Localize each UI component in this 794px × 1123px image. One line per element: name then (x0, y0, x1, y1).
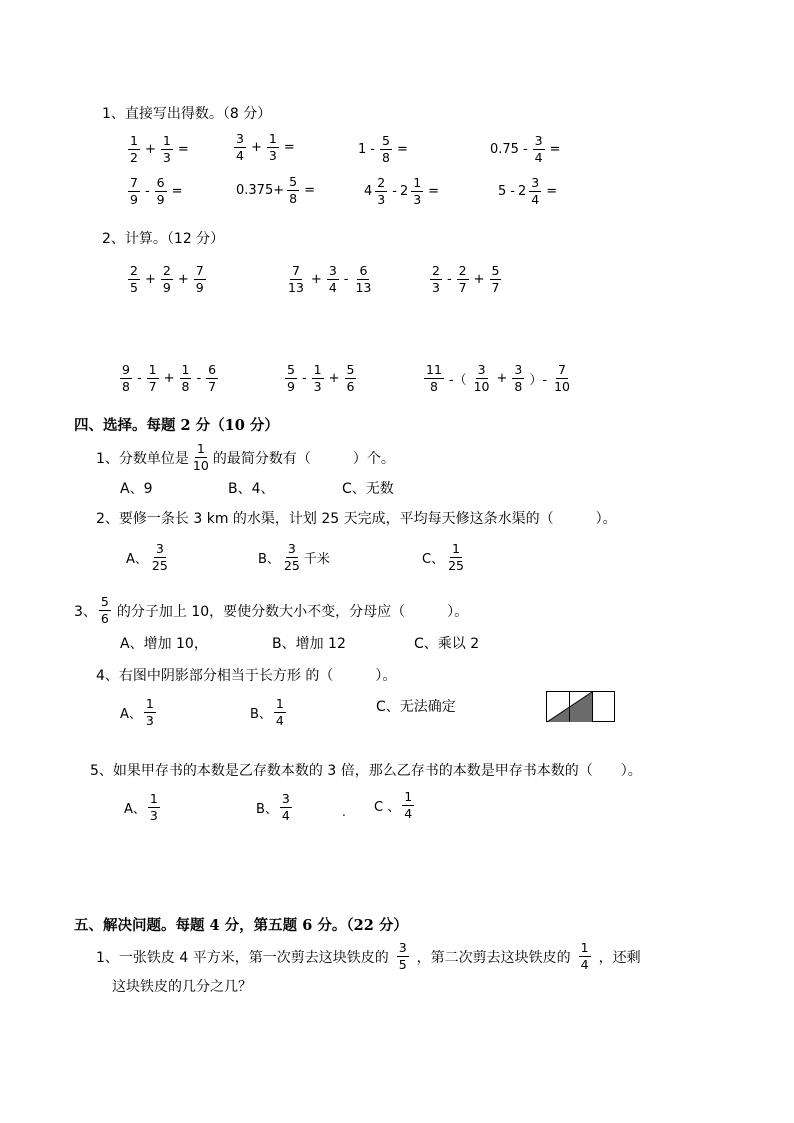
q2-title: 2、计算。（12 分） (102, 231, 225, 247)
q2-expr-6: $\frac{11}{8}$ -（ $\frac{3}{10}$ + $\frac{3}{8}$ ）- $\frac{7}{10}$ (426, 362, 570, 394)
q1-row2-expr-b: 0.375+ $\frac{5}{8}$ = (236, 174, 315, 206)
s4-q5-stem: 5、如果甲存书的本数是乙存数本数的 3 倍，那么乙存书的本数是甲存书本数的（ ）。 (90, 763, 642, 779)
q1-row1-expr-c: 1 - $\frac{5}{8}$ = (358, 133, 408, 165)
q1-row2-expr-d: 5 - 2 $\frac{3}{4}$ = (498, 175, 558, 207)
q2-expr-1: $\frac{2}{5}$ + $\frac{2}{9}$ + $\frac{7}{9}$ (130, 263, 204, 295)
q2-expr-3: $\frac{2}{3}$ - $\frac{2}{7}$ + $\frac{5}{7}$ (432, 263, 500, 295)
s4-q5-option-b: B、 $\frac{3}{4}$ (256, 791, 290, 823)
s5-q1-line1: 1、一张铁皮 4 平方米，第一次剪去这块铁皮的 $\frac{3}{5}$ ，第二次剪去这块铁皮的 $\frac{1}{4}$ ，还剩 (96, 940, 641, 972)
s4-q3-option-a: A、增加 10， (120, 636, 208, 652)
s4-q1-option-b: B、4、 (228, 481, 275, 497)
s4-q2-stem: 2、要修一条长 3 km 的水渠，计划 25 天完成，平均每天修这条水渠的（ ）。 (96, 511, 617, 527)
s4-q2-option-a: A、 $\frac{3}{25}$ (126, 541, 168, 573)
section-5-heading: 五、解决问题。每题 4 分，第五题 6 分。（22 分） (74, 917, 408, 934)
s4-q4-option-c: C、无法确定 (376, 699, 456, 715)
q2-expr-4: $\frac{9}{8}$ - $\frac{1}{7}$ + $\frac{1}{8}$ - $\frac{6}{7}$ (122, 362, 217, 394)
s4-q3-stem: 3、 $\frac{5}{6}$ 的分子加上 10，要使分数大小不变，分母应（ ）。 (74, 594, 469, 626)
s5-q1-line2: 这块铁皮的几分之几？ (112, 979, 252, 995)
shaded-rectangle-figure (546, 691, 616, 723)
s4-q3-option-b: B、增加 12 (272, 636, 346, 652)
q2-expr-2: $\frac{7}{13}$ + $\frac{3}{4}$ - $\frac{6}{13}$ (288, 263, 372, 295)
s4-q1-stem: 1、分数单位是 $\frac{1}{10}$ 的最简分数有（ ）个。 (96, 441, 395, 473)
s4-q4-stem: 4、右图中阴影部分相当于长方形 的（ ）。 (96, 668, 397, 684)
s4-q4-option-a: A、 $\frac{1}{3}$ (120, 696, 154, 728)
q1-row1-expr-d: 0.75 - $\frac{3}{4}$ = (490, 133, 561, 165)
section-4-heading: 四、选择。每题 2 分（10 分） (74, 417, 279, 434)
q2-expr-5: $\frac{5}{9}$ - $\frac{1}{3}$ + $\frac{5}{6}$ (287, 362, 355, 394)
q1-row1-expr-a: $\frac{1}{2}$ + $\frac{1}{3}$ = (130, 133, 189, 165)
s4-q4-option-b: B、 $\frac{1}{4}$ (250, 696, 284, 728)
q1-row2-expr-a: $\frac{7}{9}$ - $\frac{6}{9}$ = (130, 175, 183, 207)
q1-title: 1、直接写出得数。（8 分） (102, 106, 272, 122)
s4-q1-option-a: A、9 (120, 481, 153, 497)
q1-row1-expr-b: $\frac{3}{4}$ + $\frac{1}{3}$ = (236, 131, 295, 163)
s4-q2-option-c: C、 $\frac{1}{25}$ (422, 541, 464, 573)
s4-q3-option-c: C、乘以 2 (414, 636, 480, 652)
q1-row2-expr-c: 4 $\frac{2}{3}$ - 2 $\frac{1}{3}$ = (364, 175, 440, 207)
s4-q5-option-c: C 、 $\frac{1}{4}$ (374, 789, 413, 821)
s4-q2-option-b: B、 $\frac{3}{25}$ 千米 (258, 541, 330, 573)
s4-q5-option-a: A、 $\frac{1}{3}$ (124, 791, 158, 823)
s4-q1-option-c: C、无数 (342, 481, 394, 497)
s4-q5-stray-dot: . (342, 805, 346, 819)
